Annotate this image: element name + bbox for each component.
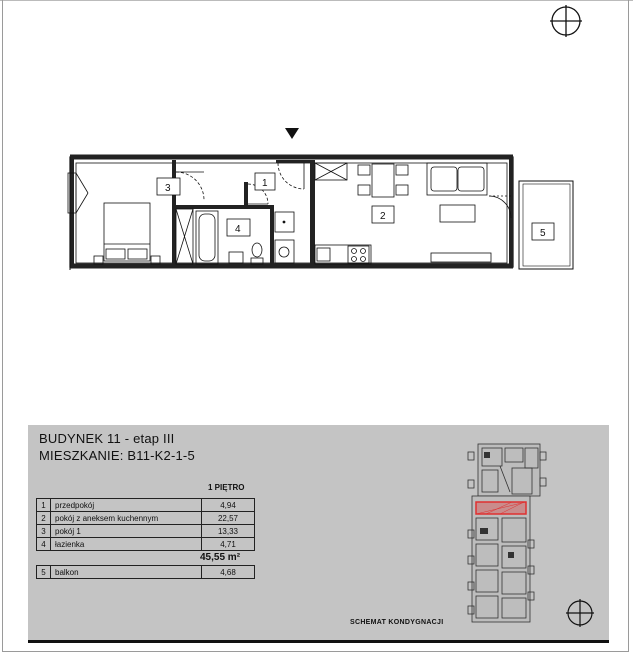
- room-name-cell: łazienka: [51, 538, 202, 551]
- apartment-title: MIESZKANIE: B11-K2-1-5: [39, 448, 195, 463]
- room-number-4: 4: [235, 224, 241, 235]
- floor-label: 1 PIĘTRO: [208, 483, 245, 492]
- room-area-cell: 4,94: [202, 499, 255, 512]
- room-number-2: 2: [380, 211, 386, 222]
- room-name-cell: przedpokój: [51, 499, 202, 512]
- room-num-cell: 1: [37, 499, 51, 512]
- schematic-label: SCHEMAT KONDYGNACJI: [350, 619, 444, 626]
- room-number-5: 5: [540, 228, 546, 239]
- room-name-cell: pokój 1: [51, 525, 202, 538]
- building-title: BUDYNEK 11 - etap III: [39, 431, 175, 446]
- total-area: 45,55 m²: [200, 552, 241, 563]
- room-number-1: 1: [262, 178, 268, 189]
- bottom-rule: [28, 640, 609, 643]
- balcony-area-cell: 4,68: [202, 566, 255, 579]
- room-num-cell: 4: [37, 538, 51, 551]
- room-area-cell: 22,57: [202, 512, 255, 525]
- north-compass-icon: [566, 599, 594, 627]
- room-area-cell: 4,71: [202, 538, 255, 551]
- room-area-cell: 13,33: [202, 525, 255, 538]
- room-num-cell: 3: [37, 525, 51, 538]
- room-num-cell: 2: [37, 512, 51, 525]
- balcony-name-cell: balkon: [51, 566, 202, 579]
- room-name-cell: pokój z aneksem kuchennym: [51, 512, 202, 525]
- balcony-num-cell: 5: [37, 566, 51, 579]
- room-number-3: 3: [165, 183, 171, 194]
